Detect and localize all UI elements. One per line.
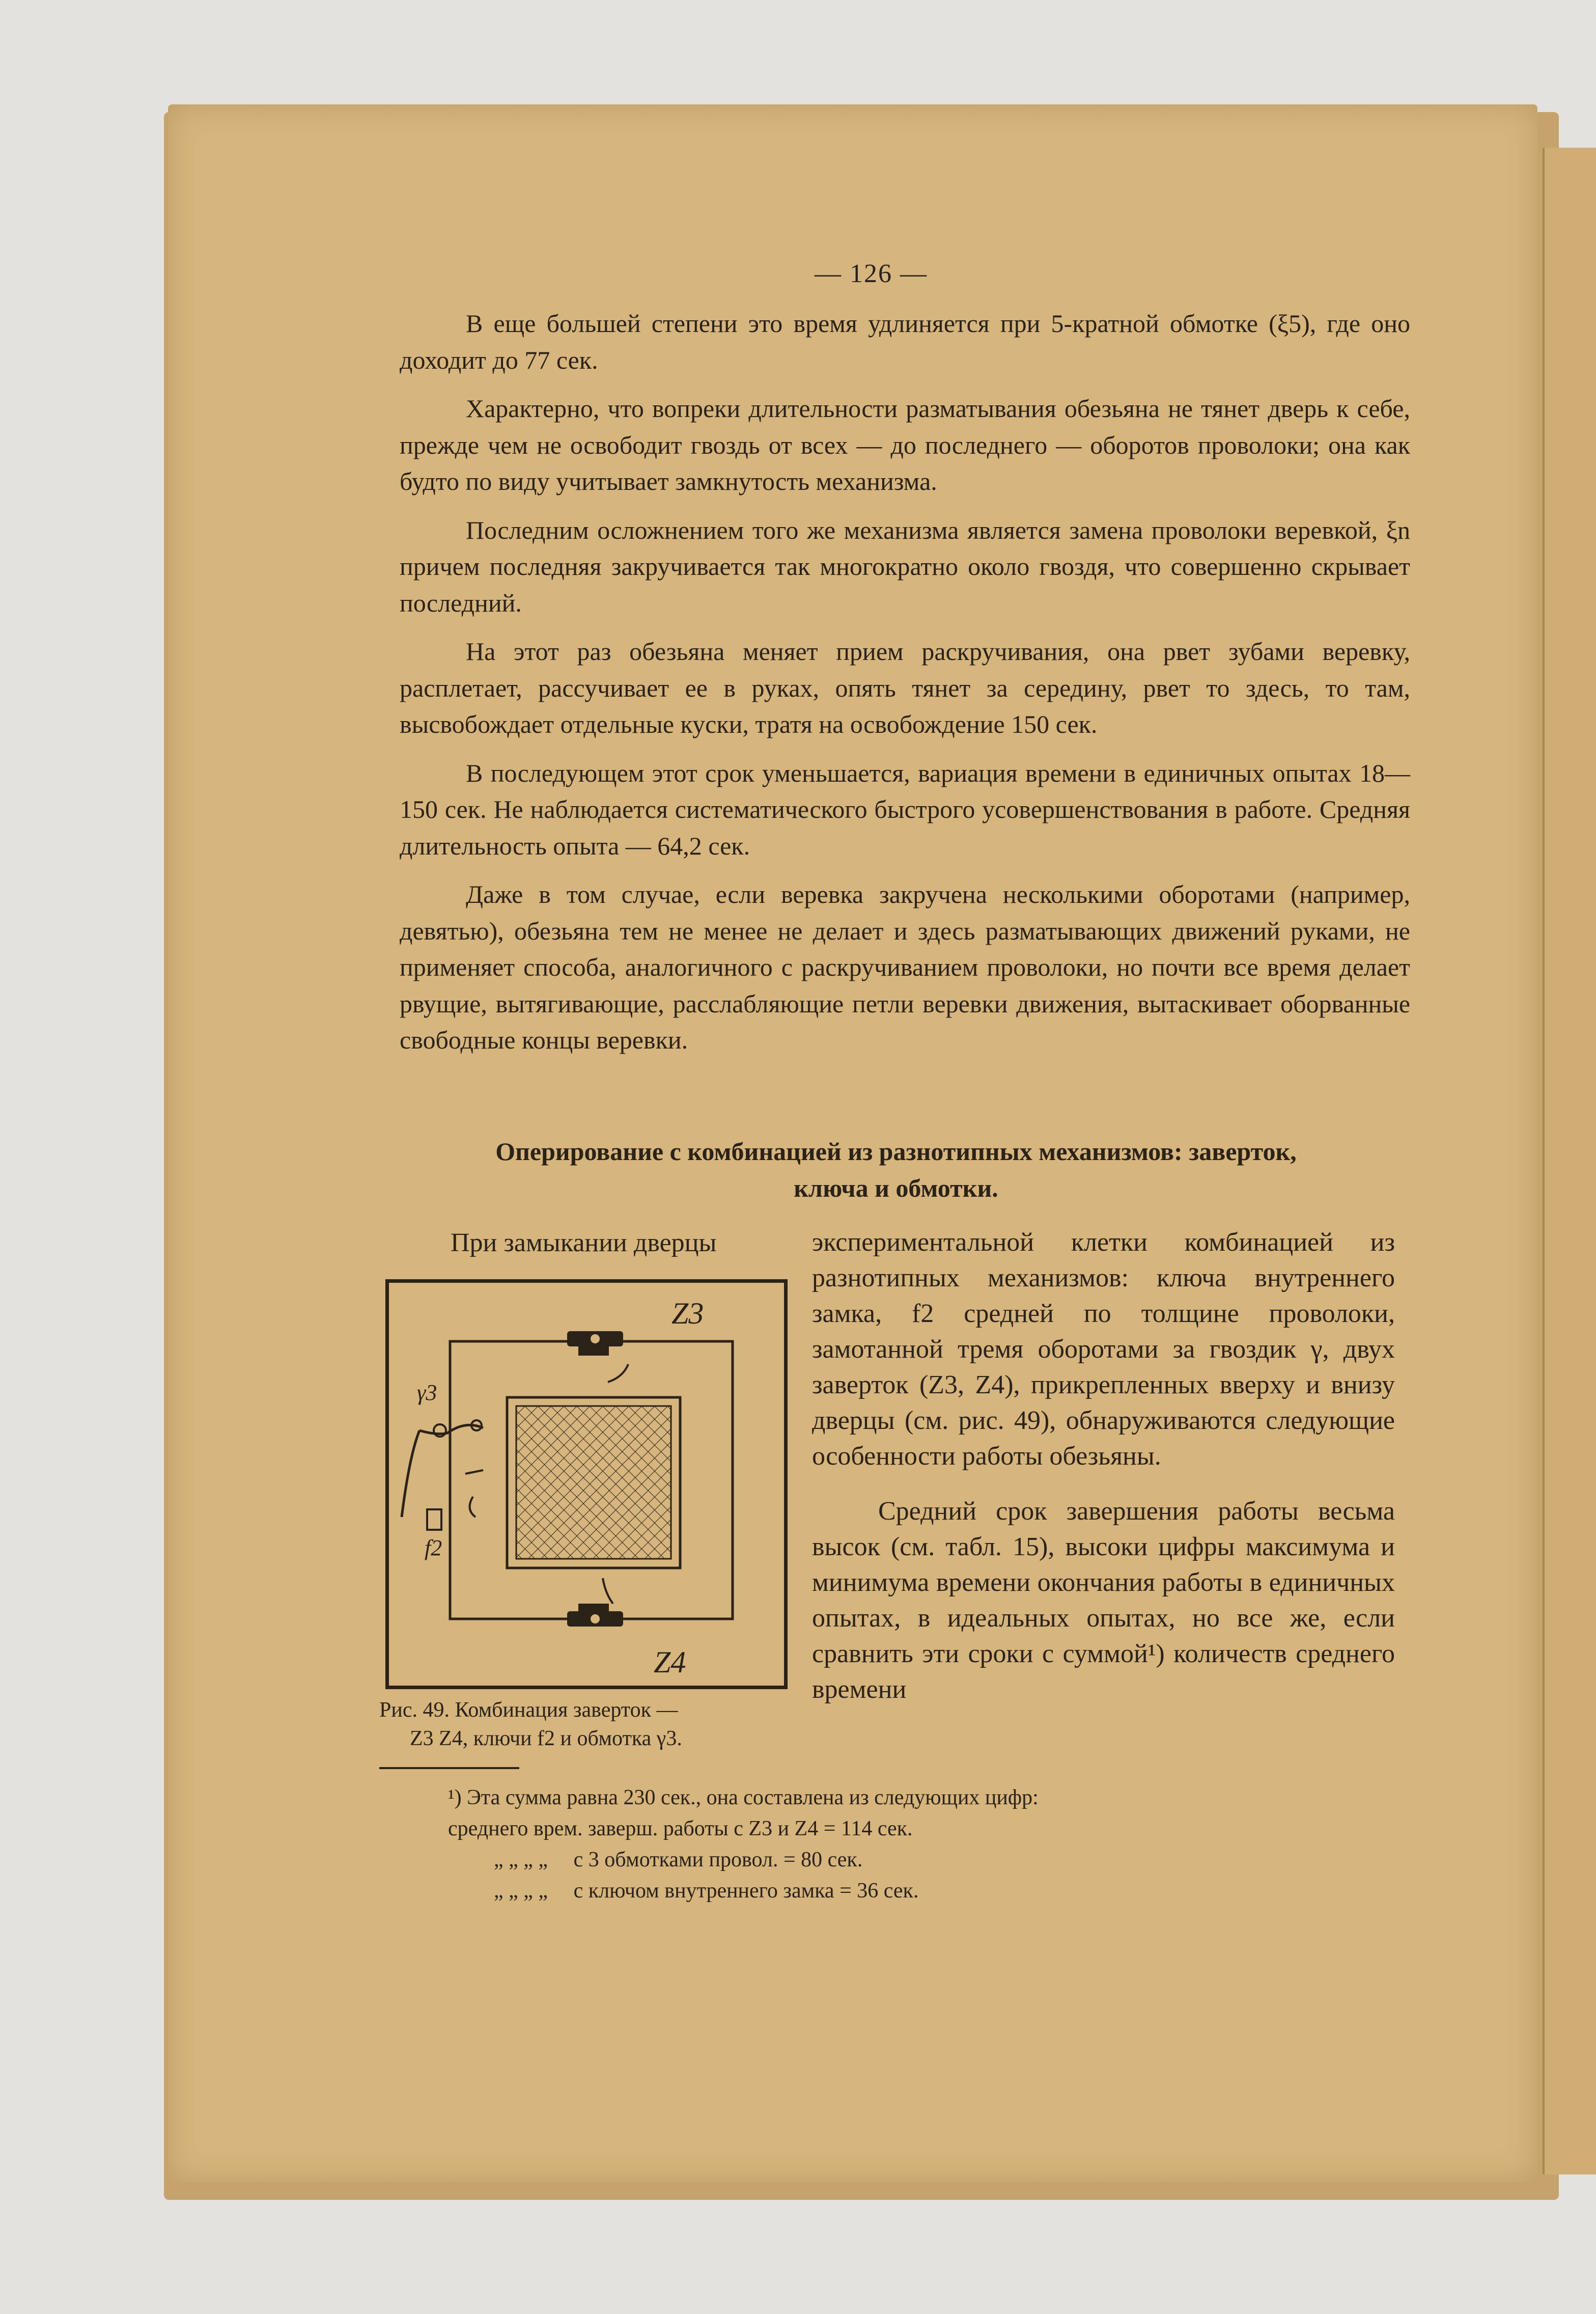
paragraph: экспериментальной клетки комбинацией из разнотипных механизмов: ключа внутреннего замка, f2 средней по толщине проволоки, замотанной тремя оборотами за гвоздик γ, двух заверток (Z3, Z4), прикрепленных вверху и внизу дверцы (см. рис. 49), обнаруживаются следующие особенности работы обезьяны.: [812, 1228, 1395, 1471]
footnote-text: с ключом внутреннего замка = 36 сек.: [573, 1879, 919, 1903]
label-f2: f2: [425, 1535, 442, 1560]
ditto-marks: „ „ „ „: [494, 1848, 548, 1871]
paragraph: Характерно, что вопреки длительности разматывания обезьяна не тянет дверь к себе, прежде чем не освободит гвоздь от всех — до последнего — оборотов проволоки; она как будто по виду учитывает замкнутость механизма.: [400, 394, 1410, 495]
footnote-text: с 3 обмотками провол. = 80 сек.: [573, 1848, 863, 1871]
section-heading: [384, 1133, 1408, 1206]
footnotes: [448, 1782, 1313, 1907]
mesh-grid: [516, 1406, 671, 1559]
footnote-line: среднего врем. заверш. работы с Z3 и Z4 = 114 сек.: [448, 1817, 913, 1840]
footnote-line: [448, 1844, 1313, 1876]
caption-line2: Z3 Z4, ключи f2 и обмотка γ3.: [410, 1727, 682, 1750]
intro-line: При замыкании дверцы: [451, 1228, 717, 1257]
right-column-text: [812, 1225, 1395, 1727]
next-page-edge: [1543, 148, 1596, 2174]
label-z3: Z3: [671, 1297, 704, 1330]
ditto-marks: „ „ „ „: [494, 1879, 548, 1903]
footnote-line: [448, 1876, 1313, 1907]
figure-caption: [379, 1696, 797, 1753]
label-gamma3: γ3: [417, 1380, 437, 1405]
footnote-line: ¹) Эта сумма равна 230 сек., она составлена из следующих цифр:: [448, 1786, 1039, 1809]
paragraph: Даже в том случае, если веревка закручена несколькими оборотами (например, девятью), обезьяна тем не менее не делает и здесь разматывающих движений руками, не применяет способа, аналогичного с раскручиванием проволоки, но почти все время делает рвущие, вытягивающие, расслабляющие петли веревки движения, вытаскивает оборванные свободные концы веревки.: [400, 880, 1410, 1054]
caption-line1: Рис. 49. Комбинация заверток —: [379, 1698, 678, 1722]
paragraph: В еще большей степени это время удлиняется при 5-кратной обмотке (ξ5), где оно доходит до 77 сек.: [400, 309, 1410, 374]
section-heading-line1: Оперирование с комбинацией из разнотипных механизмов: заверток,: [495, 1137, 1297, 1166]
page-number: — 126 —: [815, 259, 928, 288]
paragraph: Последним осложнением того же механизма является замена проволоки веревкой, ξn причем последняя закручивается так многократно около гвоздя, что совершенно скрывает последний.: [400, 515, 1410, 617]
main-text: [400, 306, 1410, 1071]
paragraph: Средний срок завершения работы весьма высок (см. табл. 15), высоки цифры максимума и минимума времени окончания работы в единичных опытах, в идеальных опытах, но все же, если сравнить эти сроки с суммой¹) количеств среднего времени: [812, 1497, 1395, 1704]
section-heading-line2: ключа и обмотки.: [794, 1174, 998, 1202]
figure-49: [385, 1279, 788, 1689]
paragraph: В последующем этот срок уменьшается, вариация времени в единичных опытах 18—150 сек. Не наблюдается систематического быстрого усовершенствования в работе. Средняя длительность опыта — 64,2 сек.: [400, 758, 1410, 860]
top-latch: [567, 1331, 623, 1356]
bottom-latch: [567, 1604, 623, 1627]
cage-door-diagram: [389, 1283, 784, 1686]
label-z4: Z4: [654, 1645, 686, 1679]
paragraph: На этот раз обезьяна меняет прием раскручивания, она рвет зубами веревку, расплетает, рассучивает ее в руках, опять тянет за середину, рвет то здесь, то там, высвобождает отдельные куски, тратя на освобождение 150 сек.: [400, 637, 1410, 738]
footnote-divider: [379, 1767, 519, 1769]
key-lock: [427, 1509, 441, 1530]
